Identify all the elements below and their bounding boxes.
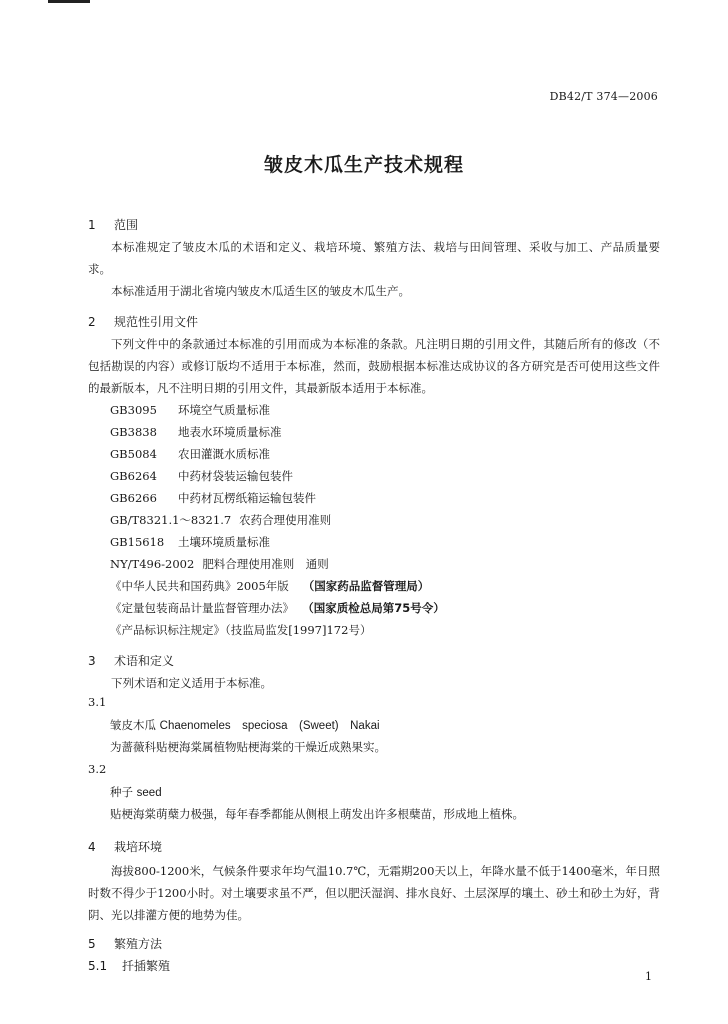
reference-book-name: 《定量包装商品计量监督管理办法》	[110, 601, 294, 615]
scope-paragraph-1: 本标准规定了皱皮木瓜的术语和定义、栽培环境、繁殖方法、栽培与田间管理、采收与加工、产品质量要求。	[88, 240, 660, 276]
reference-book	[110, 619, 371, 641]
section-1-heading	[88, 216, 138, 233]
section-number: 2	[88, 315, 96, 329]
section-number: 5	[88, 937, 96, 951]
reference-code: GB3838	[110, 425, 157, 439]
reference-name: 中药材瓦楞纸箱运输包装件	[178, 491, 316, 505]
reference-book-name: 《中华人民共和国药典》2005年版	[110, 579, 289, 593]
term-latin: seed	[136, 787, 162, 799]
subsection-title: 扦插繁殖	[122, 959, 171, 973]
document-title: 皱皮木瓜生产技术规程	[263, 154, 464, 176]
reference-item	[110, 531, 270, 553]
reference-book-name: 《产品标识标注规定》（技监局监发[1997]172号）	[110, 623, 372, 637]
reference-name: 中药材袋装运输包装件	[178, 469, 293, 483]
scope-paragraph-2: 本标准适用于湖北省境内皱皮木瓜适生区的皱皮木瓜生产。	[111, 284, 410, 298]
reference-name: 土壤环境质量标准	[178, 535, 270, 549]
terms-intro-paragraph: 下列术语和定义适用于本标准。	[111, 676, 272, 690]
section-3-heading	[88, 652, 174, 669]
term-name: 种子	[110, 785, 133, 799]
subsection-5-1-heading	[88, 957, 170, 974]
reference-code: GB5084	[110, 447, 157, 461]
section-5-heading	[88, 935, 162, 952]
reference-item	[110, 465, 293, 487]
section-title: 规范性引用文件	[114, 315, 199, 329]
reference-name: 农田灌溉水质标准	[178, 447, 270, 461]
reference-book	[110, 597, 445, 619]
term-definition: 为蔷薇科贴梗海棠属植物贴梗海棠的干燥近成熟果实。	[110, 740, 386, 754]
section-title: 栽培环境	[114, 840, 163, 854]
refs-intro-paragraph: 下列文件中的条款通过本标准的引用而成为本标准的条款。凡注明日期的引用文件，其随后所有的修改（不包括勘误的内容）或修订版均不适用于本标准，然而，鼓励根据本标准达成协议的各方研究是否可使用这些文件的最新版本，凡不注明日期的引用文件，其最新版本适用于本标准。	[88, 337, 660, 395]
reference-code: NY/T496-2002	[110, 557, 195, 571]
section-title: 繁殖方法	[114, 937, 163, 951]
reference-name: 环境空气质量标准	[178, 403, 270, 417]
term-heading	[110, 717, 380, 733]
section-4-heading	[88, 838, 162, 855]
reference-book	[110, 575, 429, 597]
reference-item	[110, 553, 329, 575]
reference-name: 地表水环境质量标准	[178, 425, 282, 439]
reference-book-publisher: （国家药品监督管理局）	[302, 579, 430, 593]
section-number: 3	[88, 654, 96, 668]
reference-code: GB3095	[110, 403, 157, 417]
term-name: 皱皮木瓜	[110, 718, 156, 732]
term-heading	[110, 784, 162, 800]
term-number: 3.1	[88, 695, 107, 709]
term-number: 3.2	[88, 762, 107, 776]
corner-mark	[48, 0, 90, 3]
reference-name: 肥料合理使用准则 通则	[202, 557, 329, 571]
reference-code: GB15618	[110, 535, 165, 549]
reference-name: 农药合理使用准则	[239, 513, 332, 527]
reference-item	[110, 443, 270, 465]
reference-item	[110, 509, 331, 531]
reference-item	[110, 421, 282, 443]
section-number: 4	[88, 840, 96, 854]
document-code: DB42/T 374—2006	[549, 90, 658, 103]
reference-code: GB6266	[110, 491, 157, 505]
reference-book-publisher: （国家质检总局第75号令）	[308, 601, 445, 615]
section-title: 范围	[114, 218, 139, 232]
page-number: 1	[645, 970, 652, 983]
section-number: 1	[88, 218, 96, 232]
reference-item	[110, 487, 316, 509]
environment-paragraph: 海拔800-1200米，气候条件要求年均气温10.7℃，无霜期200天以上，年降水量不低于1400毫米，年日照时数不得少于1200小时。对土壤要求虽不严，但以肥沃湿润、排水良好、土层深厚的壤土、砂土和砂土为好，背阴、光以排灌方便的地势为佳。	[88, 864, 660, 922]
subsection-number: 5.1	[88, 959, 108, 973]
section-2-heading	[88, 313, 198, 330]
term-definition: 贴梗海棠萌蘖力极强，每年春季都能从侧根上萌发出许多根蘖苗，形成地上植株。	[110, 807, 524, 821]
reference-code: GB/T8321.1～8321.7	[110, 513, 232, 527]
reference-code: GB6264	[110, 469, 157, 483]
reference-item	[110, 399, 270, 421]
section-title: 术语和定义	[114, 654, 175, 668]
term-latin: Chaenomeles speciosa (Sweet) Nakai	[159, 720, 380, 732]
